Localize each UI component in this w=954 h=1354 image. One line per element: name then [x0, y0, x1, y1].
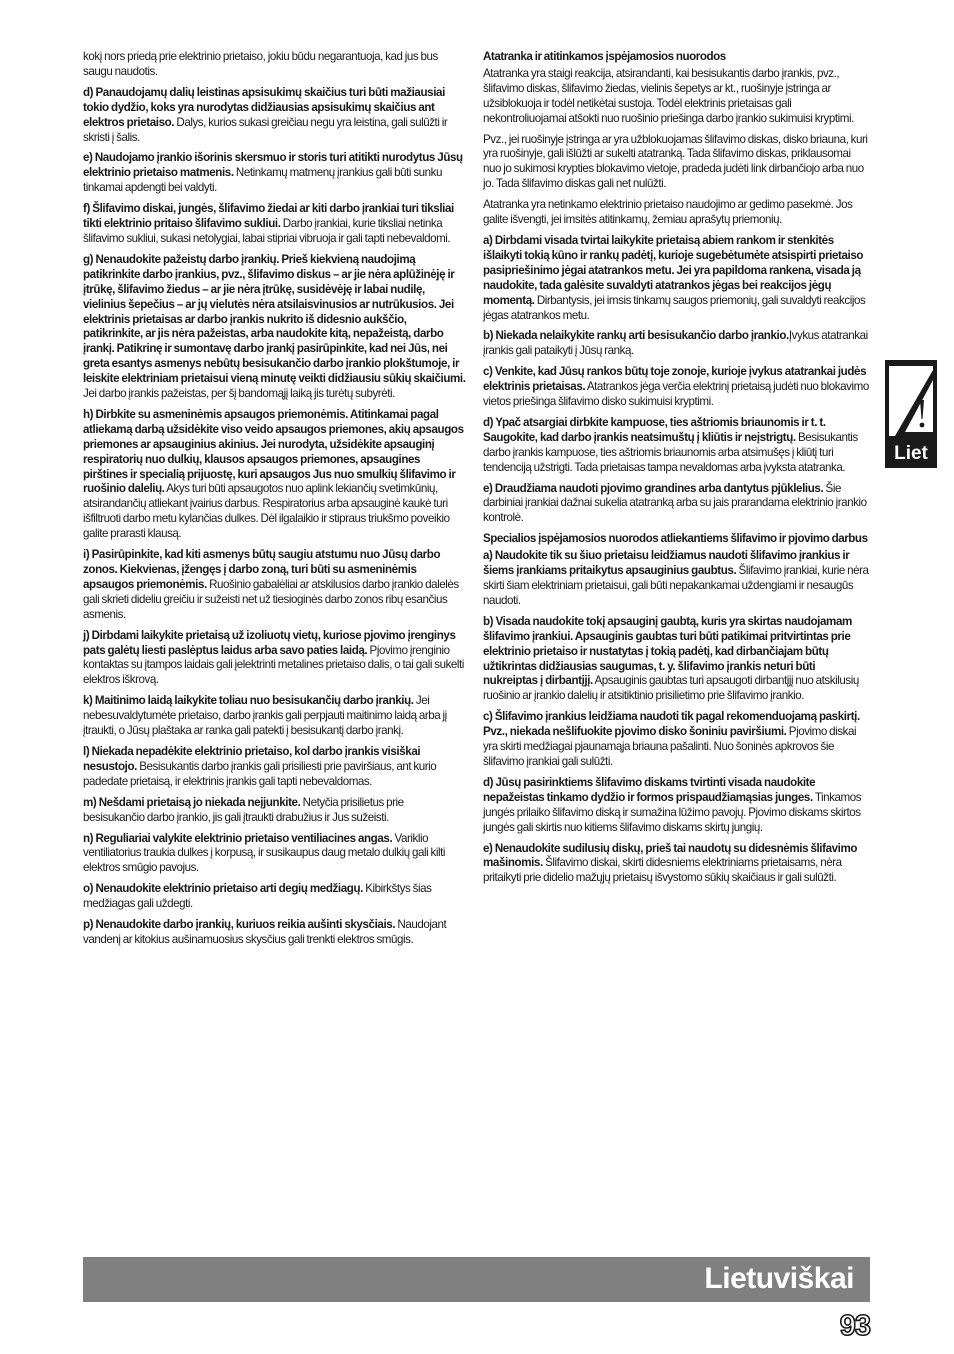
- paragraph: [83, 253, 467, 402]
- paragraph: [83, 50, 467, 80]
- paragraph-bold-lead: n) Reguliariai valykite elektrinio prietaiso ventiliacines angas.: [83, 831, 393, 845]
- paragraph: [483, 329, 870, 359]
- paragraph: [83, 745, 467, 790]
- paragraph-bold-lead: h) Dirbkite su asmeninėmis apsaugos priemonėmis. Atitinkamai pagal atliekamą darbą užsidėkite viso veido apsaugos priemones, akių apsaugos priemones ar apsauginius akinius. Jei nurodyta, užsidėkite apsauginį respiratorių nuo dulkių, klausos apsaugos priemones, apsaugines pirštines ir specialią prijuostę, kuri apsaugos Jus nuo smulkių šlifavimo ir ruošinio dalelių.: [83, 407, 464, 496]
- paragraph-bold-lead: b) Niekada nelaikykite rankų arti besisukančio darbo įrankio.: [483, 329, 789, 343]
- paragraph-text: Šlifavimo diskai, skirti didesniems elektriniams prietaisams, nėra pritaikyti prie didelio mažųjų prietaisų išvystomo sūkių skaičiaus ir gali sulūžti.: [483, 856, 842, 885]
- section-heading: Atatranka ir atitinkamos įspėjamosios nuorodos: [483, 50, 726, 63]
- paragraph-bold-lead: c) Venkite, kad Jūsų rankos būtų toje zonoje, kurioje įvykus atatrankai judės elektrinis prietaisas.: [483, 365, 867, 394]
- paragraph-bold-lead: b) Visada naudokite tokį apsauginį gaubtą, kuris yra skirtas naudojamam šlifavimo įrankiui. Apsauginis gaubtas turi būti patikimai pritvirtintas prie elektrinio prietaiso ir nustatytas į tokią padėtį, kad dirbančiajam būtų užtikrintas didžiausias saugumas, t. y. šlifavimo įrankis neturi būti nukreiptas į dirbantįjį.: [483, 614, 852, 688]
- paragraph-text: Jei nebesuvaldytumėte prietaiso, darbo įrankis gali perpjauti maitinimo laidą arba jį įtraukti, o Jūsų plaštaka ar ranka gali patekti į besisukantį darbo įrankį.: [83, 694, 447, 738]
- paragraph-text: Naudojant vandenį ar kitokius aušinamuosius skysčius gali trenkti elektros smūgis.: [83, 918, 447, 946]
- warning-icon: [889, 366, 933, 436]
- paragraph-text: Besisukantis darbo įrankis gali prisiliesti prie paviršiaus, ant kurio padedate prietaisą, ir elektrinis įrankis gali tapti nebevaldomas.: [83, 759, 437, 788]
- paragraph-text: Tinkamos jungės prilaiko šlifavimo diską ir sumažina lūžimo pavojų. Pjovimo diskams skirtos jungės gali skirtis nuo kitiems šlifavimo diskams skirtų jungių.: [483, 790, 862, 834]
- paragraph: [483, 133, 870, 193]
- paragraph-text: Variklio ventiliatorius traukia dulkes į korpusą, ir susikaupus daug metalo dulkių gali kilti elektros smūgio pavojus.: [83, 831, 446, 875]
- paragraph: [83, 151, 467, 196]
- paragraph: [83, 629, 467, 689]
- paragraph: [83, 694, 467, 739]
- paragraph-bold-lead: d) Ypač atsargiai dirbkite kampuose, ties aštriomis briaunomis ir t. t. Saugokite, kad darbo įrankis neatsimuštų į kliūtis ir neįstrigtų.: [483, 415, 826, 444]
- paragraph-text: Įvykus atatrankai įrankis gali pataikyti į Jūsų ranką.: [483, 329, 868, 358]
- paragraph-text: Dalys, kurios sukasi greičiau negu yra leistina, gali sulūžti ir skristi į šalis.: [83, 115, 448, 144]
- paragraph-text: Šie darbiniai įrankiai dažnai sukelia atatranką arba su jais prarandama elektrinio įrankio kontrolė.: [483, 481, 867, 525]
- paragraph-bold-lead: m) Nešdami prietaisą jo niekada neįjunkite.: [83, 795, 301, 809]
- paragraph-text: Atatrankos jėga verčia elektrinį prietaisą judėti nuo blokavimo vietos priešinga šlifavimo disko sukimuisi kryptimi.: [483, 380, 869, 409]
- paragraph: [483, 482, 870, 527]
- paragraph: [83, 796, 467, 826]
- paragraph: [483, 198, 870, 228]
- paragraph: [483, 615, 870, 704]
- paragraph: [483, 234, 870, 323]
- paragraph-bold-lead: o) Nenaudokite elektrinio prietaiso arti degių medžiagų.: [83, 882, 363, 896]
- paragraph-bold-lead: e) Draudžiama naudoti pjovimo grandines arba dantytus pjūklelius.: [483, 481, 824, 495]
- paragraph-text: Apsauginis gaubtas turi apsaugoti dirbantįjį nuo atskilusių ruošinio ar įrankio dalelių ir atsitiktinio prisilietimo prie šlifavimo įrankio.: [483, 674, 859, 703]
- paragraph-bold-lead: d) Panaudojamų dalių leistinas apsisukimų skaičius turi būti mažiausiai tokio dydžio, koks yra nurodytas didžiausias apsisukimų skaičius ant elektros prietaiso.: [83, 85, 445, 129]
- right-column: [483, 50, 870, 892]
- paragraph-text: Pvz., jei ruošinyje įstringa ar yra užblokuojamas šlifavimo diskas, disko briauna, kuri yra ruošinyje, gali išlūžti ar sukelti atatranką. Tada šlifavimo diskas, priklausomai nuo jo sukimosi krypties blokavimo vietoje, pradeda judėti link dirbančiojo arba nuo jo. Tada šlifavimo diskas gali net nulūžti.: [483, 132, 868, 191]
- paragraph-text: Netyčia prisilietus prie besisukančio darbo įrankio, jis gali įtraukti drabužius ir Jus sužeisti.: [83, 795, 404, 824]
- paragraph-text: Netinkamų matmenų įrankius gali būti sunku tinkamai apdengti bei valdyti.: [83, 166, 443, 195]
- paragraph-text: Atatranka yra netinkamo elektrinio prietaiso naudojimo ar gedimo pasekmė. Jos galite išvengti, jei imsitės atitinkamų, žemiau aprašytų priemonių.: [483, 198, 853, 227]
- paragraph-text: Šlifavimo įrankiai, kurie nėra skirti šiam elektriniam prietaisui, gali būti nepakankamai uždengiami ir nesaugūs naudoti.: [483, 564, 869, 607]
- paragraph-bold-lead: l) Niekada nepadėkite elektrinio prietaiso, kol darbo įrankis visiškai nesustojo.: [83, 744, 421, 773]
- paragraph: [483, 416, 870, 476]
- paragraph-text: Pjovimo įrenginio kontaktas su įtampos laidais gali įelektrinti metalines prietaiso dalis, o tai gali sukelti elektros iškrovą.: [83, 643, 464, 687]
- paragraph-bold-lead: f) Šlifavimo diskai, jungės, šlifavimo žiedai ar kiti darbo įrankiai turi tiksliai tikti elektrinio pritaiso šlifavimo sukliui.: [83, 202, 454, 231]
- paragraph: [483, 67, 870, 127]
- paragraph: [83, 918, 467, 948]
- footer-bar: [83, 1257, 870, 1302]
- paragraph-bold-lead: a) Naudokite tik su šiuo prietaisu leidžiamus naudoti šlifavimo įrankius ir šiems įrankiams pritaikytus apsauginius gaubtus.: [483, 549, 850, 578]
- paragraph-text: Darbo įrankiai, kurie tiksliai netinka šlifavimo sukliui, sukasi netolygiai, labai stipriai vibruoja ir gali tapti nebevaldomi.: [83, 217, 451, 245]
- paragraph-bold-lead: a) Dirbdami visada tvirtai laikykite prietaisą abiem rankom ir stenkitės išlaikyti tokią kūno ir rankų padėtį, kurioje sugebėtumėte atsispirti prietaiso pasipriešinimo jėgai atatrankos metu. Jei yra papildoma rankena, visada ją naudokite, tada galėsite suvaldyti atatrankos jėgas bei reakcijos jėgų momentą.: [483, 233, 864, 307]
- paragraph-bold-lead: d) Jūsų pasirinktiems šlifavimo diskams tvirtinti visada naudokite nepažeistas tinkamo dydžio ir formos prispaudžiamąsias junges.: [483, 775, 816, 804]
- paragraph: [483, 365, 870, 410]
- paragraph-bold-lead: i) Pasirūpinkite, kad kiti asmenys būtų saugiu atstumu nuo Jūsų darbo zonos. Kiekvienas, įžengęs į darbo zoną, turi būti su asmeninėmis apsaugos priemonėmis.: [83, 548, 441, 591]
- paragraph: [83, 832, 467, 877]
- paragraph: [483, 710, 870, 770]
- paragraph: [83, 548, 467, 623]
- paragraph-bold-lead: e) Naudojamo įrankio išorinis skersmuo ir storis turi atitikti nurodytus Jūsų elektrinio prietaiso matmenis.: [83, 151, 463, 180]
- paragraph-text: Pjovimo diskai yra skirti medžiagai pjaunamąja briauna pašalinti. Nuo šoninės apkrovos šie šlifavimo įrankiai gali sulūžti.: [483, 725, 857, 768]
- paragraph: [483, 842, 870, 887]
- paragraph: [83, 882, 467, 912]
- paragraph-text: Dirbantysis, jei imsis tinkamų saugos priemonių, gali suvaldyti reakcijos jėgas atatrankos metu.: [483, 293, 866, 322]
- language-side-tab: [885, 360, 937, 468]
- paragraph-bold-lead: e) Nenaudokite sudilusių diskų, prieš tai naudotų su didesnėmis šlifavimo mašinomis.: [483, 841, 858, 870]
- section-heading: Specialios įspėjamosios nuorodos atliekantiems šlifavimo ir pjovimo darbus: [483, 532, 868, 546]
- paragraph-bold-lead: j) Dirbdami laikykite prietaisą už izoliuotų vietų, kuriose pjovimo įrenginys pats galėtų liesti paslėptus laidus arba savo paties laidą.: [83, 628, 456, 657]
- paragraph-bold-lead: g) Nenaudokite pažeistų darbo įrankių. Prieš kiekvieną naudojimą patikrinkite darbo įrankius, pvz., šlifavimo diskus – ar jie nėra aplūžinėję ir įtrūkę, šlifavimo žiedus – ar jie nėra įtrūkę, susidėvėję ir labai nudilę, vielinius šepečius – ar jų vielutės nėra atsilaisvinusios ar nutrūkusios. Jei elektrinis prietaisas ar darbo įrankis nukrito iš didesnio aukščio, patikrinkite, ar jis nėra pažeistas, arba naudokite kitą, nepažeistą, darbo įrankį. Patikrinę ir sumontavę darbo įrankį pasirūpinkite, kad nei Jūs, nei greta esantys asmenys nebūtų besisukančio darbo įrankio plokštumoje, ir leiskite elektriniam prietaisui vieną minutę veikti didžiausiu sūkių skaičiumi.: [83, 252, 466, 386]
- paragraph: [83, 202, 467, 247]
- footer-language-title: Lietuviškai: [704, 1262, 854, 1295]
- paragraph-bold-lead: c) Šlifavimo įrankius leidžiama naudoti tik pagal rekomenduojamą paskirtį. Pvz., niekada nešlifuokite pjovimo disko šoniniu paviršiumi.: [483, 710, 860, 739]
- paragraph: [483, 549, 870, 609]
- left-column: [83, 50, 467, 954]
- paragraph-text: kokį nors priedą prie elektrinio prietaiso, jokiu būdu negarantuoja, kad jus bus saugu naudotis.: [83, 50, 438, 78]
- paragraph-text: Besisukantis darbo įrankis kampuose, ties aštriomis briaunomis arba atsimušęs į kliūtį turi tendenciją užstrigti. Tada prietaisas tampa nevaldomas arba įvyksta atatranka.: [483, 430, 858, 474]
- paragraph-text: Ruošinio gabalėliai ar atskilusios darbo įrankio dalelės gali skrieti dideliu greičiu ir sužeisti net už tiesioginės darbo zonos ribų esančius asmenis.: [83, 577, 459, 621]
- paragraph-bold-lead: k) Maitinimo laidą laikykite toliau nuo besisukančių darbo įrankių.: [83, 694, 414, 708]
- page-number: 93: [839, 1310, 870, 1342]
- paragraph: [83, 408, 467, 542]
- paragraph-bold-lead: p) Nenaudokite darbo įrankių, kuriuos reikia aušinti skysčiais.: [83, 918, 396, 932]
- paragraph-text: Jei darbo įrankis pažeistas, per šį bandomąjį laiką jis turėtų subyrėti.: [83, 387, 395, 401]
- paragraph-text: Atatranka yra staigi reakcija, atsirandanti, kai besisukantis darbo įrankis, pvz., šlifavimo diskas, šlifavimo žiedas, vielinis šepetys ar kt., ruošinyje įstringa ar užsiblokuoja ir todėl netikėtai sustoja. Todėl elektrinis prietaisas gali nekontroliuojamai atšokti nuo ruošinio priešinga darbo įrankio sukimuisi kryptimi.: [483, 66, 854, 125]
- paragraph: [83, 86, 467, 146]
- language-tab-label: Liet: [894, 443, 928, 464]
- paragraph-text: Kibirkštys šias medžiagas gali uždegti.: [83, 882, 432, 911]
- paragraph: [483, 776, 870, 836]
- paragraph-text: Akys turi būti apsaugotos nuo aplink lekiančių svetimkūnių, atsirandančių atliekant įvairius darbus. Respiratorius arba apsauginė kaukė turi išfiltruoti darbo metu kylančias dulkes. Dėl ilgalaikio ir stipraus triukšmo poveikio galite prarasti klausą.: [83, 482, 450, 541]
